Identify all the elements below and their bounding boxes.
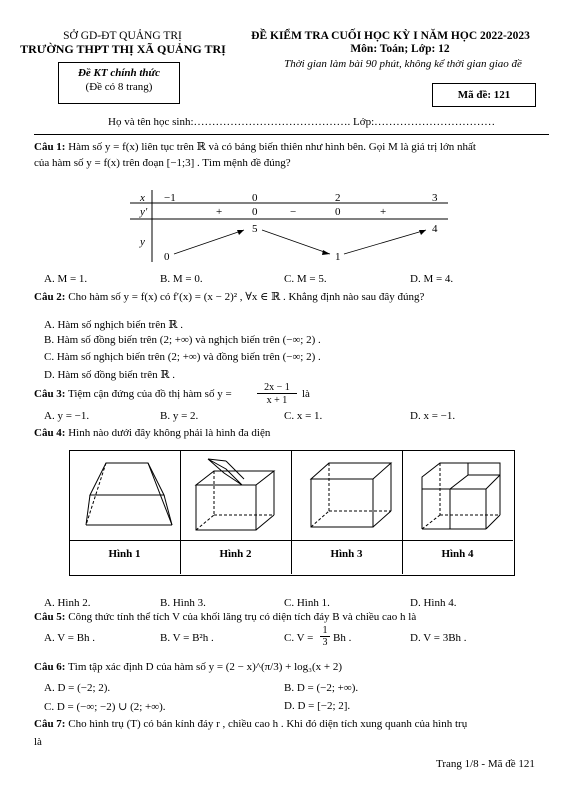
q3-option-d[interactable]: D. x = −1. [410,410,456,422]
q7-text2: là [34,736,42,748]
q5-option-d[interactable]: D. V = 3Bh . [410,632,467,644]
q6-text: Tìm tập xác định D của hàm số y = (2 − x)^(π/3) + log₃(x + 2) [68,661,343,673]
q3-label: Câu 3: [34,388,66,400]
q5-label: Câu 5: [34,611,66,623]
q3-option-a[interactable]: A. y = −1. [44,410,90,422]
vt-x-label: x [140,192,145,204]
subject-line: Môn: Toán; Lớp: 12 [350,43,450,55]
vt-x-2: 0 [252,192,258,204]
vt-yp-5: + [380,206,387,218]
q1-label: Câu 1: [34,141,66,153]
vt-y-1: 0 [164,251,170,262]
q5-option-b[interactable]: B. V = B²h . [160,632,214,644]
q5-optc-den: 3 [322,637,328,648]
time-line: Thời gian làm bài 90 phút, không kể thời gian giao đề [284,58,522,70]
q1-option-a[interactable]: A. M = 1. [44,273,88,285]
q2-option-c[interactable]: C. Hàm số nghịch biến trên (2; +∞) và đồng biến trên (−∞; 2) . [44,351,321,363]
q2-option-b[interactable]: B. Hàm số đồng biến trên (2; +∞) và nghịch biến trên (−∞; 2) . [44,334,321,346]
exam-code: Mã đề: 121 [432,83,536,107]
q4-option-b[interactable]: B. Hình 3. [160,597,206,609]
figure-2-box-with-wedge [186,455,286,537]
q2-line [34,290,424,303]
q4-label: Câu 4: [34,427,66,439]
q2-text: Cho hàm số y = f(x) có f′(x) = (x − 2)² , ∀x ∈ ℝ . Khẳng định nào sau đây đúng? [68,291,425,303]
q5-option-c[interactable]: C. V = [284,632,314,644]
q3-line [34,388,232,400]
vt-x-1: −1 [164,192,176,204]
q5-optc-num: 1 [320,625,330,637]
official-title: Đề KT chính thức [77,67,161,79]
q3-frac-den: x + 1 [266,395,288,406]
q6-option-a[interactable]: A. D = (−2; 2). [44,682,111,694]
q4-option-a[interactable]: A. Hình 2. [44,597,91,609]
q4-option-d[interactable]: D. Hình 4. [410,597,457,609]
q3-text-after: là [302,388,310,400]
q5-line [34,611,416,623]
q6-option-c[interactable]: C. D = (−∞; −2) ∪ (2; +∞). [44,701,166,713]
figure-1-label: Hình 1 [108,548,141,560]
dept-name: SỞ GD-ĐT QUẢNG TRỊ [63,30,182,42]
figure-3-label: Hình 3 [330,548,363,560]
q1-text2: của hàm số y = f(x) trên đoạn [−1;3] . Tìm mệnh đề đúng? [34,157,291,169]
vt-yp-2: 0 [252,206,258,218]
q4-text: Hình nào dưới đây không phải là hình đa diện [68,427,271,439]
q2-option-d[interactable]: D. Hàm số đồng biến trên ℝ . [44,369,176,381]
vt-x-3: 2 [335,192,341,204]
q5-optc-tail: Bh . [333,632,352,644]
q7-label: Câu 7: [34,718,66,730]
q6-line [34,661,342,673]
vt-yp-4: 0 [335,206,341,218]
vt-y-4: 4 [432,223,438,235]
q7-line [34,718,467,730]
q5-text: Công thức tính thể tích V của khối lăng trụ có diện tích đáy B và chiều cao h là [68,611,417,623]
q3-text-before: Tiệm cận đứng của đồ thị hàm số y = [68,388,232,400]
vt-yp-1: + [216,206,223,218]
page-footer: Trang 1/8 - Mã đề 121 [436,758,535,770]
q3-option-c[interactable]: C. x = 1. [284,410,323,422]
q1-option-d[interactable]: D. M = 4. [410,273,454,285]
q2-option-a[interactable]: A. Hàm số nghịch biến trên ℝ . [44,319,183,331]
pages-note: (Đề có 8 trang) [85,81,153,93]
q1-option-c[interactable]: C. M = 5. [284,273,327,285]
q4-line [34,427,270,439]
school-name: TRƯỜNG THPT THỊ XÃ QUẢNG TRỊ [20,42,226,56]
q7-text: Cho hình trụ (T) có bán kính đáy r , chiều cao h . Khi đó diện tích xung quanh của hình trụ [68,718,468,730]
q1-text1: Hàm số y = f(x) liên tục trên ℝ và có bảng biến thiên như hình bên. Gọi M là giá trị lớn nhất [68,141,476,153]
figure-4-cut-box [408,455,508,537]
header-divider [34,134,549,135]
q6-label: Câu 6: [34,661,66,673]
q4-option-c[interactable]: C. Hình 1. [284,597,330,609]
exam-title: ĐỀ KIỂM TRA CUỐI HỌC KỲ I NĂM HỌC 2022-2023 [251,30,530,42]
figure-4-label: Hình 4 [441,548,474,560]
q6-option-b[interactable]: B. D = (−2; +∞). [284,682,359,694]
figure-1-frustum [76,455,176,537]
q1-line1 [34,140,476,153]
q1-option-b[interactable]: B. M = 0. [160,273,203,285]
figure-3-box [297,455,397,537]
q2-label: Câu 2: [34,291,66,303]
q6-option-d[interactable]: D. D = [−2; 2]. [284,700,351,712]
vt-y-2: 5 [252,223,258,235]
official-box [58,62,180,104]
figure-2-label: Hình 2 [219,548,252,560]
vt-yp-3: − [290,206,297,218]
q5-option-a[interactable]: A. V = Bh . [44,632,96,644]
vt-x-4: 3 [432,192,438,204]
student-line: Họ và tên học sinh:……………………………………. Lớp:…………………………… [108,116,496,128]
vt-y-label: y [140,236,145,248]
q3-option-b[interactable]: B. y = 2. [160,410,199,422]
q3-frac-num: 2x − 1 [257,382,297,394]
vt-yp-label: y' [140,206,148,218]
variation-table [130,190,450,262]
vt-y-3: 1 [335,251,341,262]
